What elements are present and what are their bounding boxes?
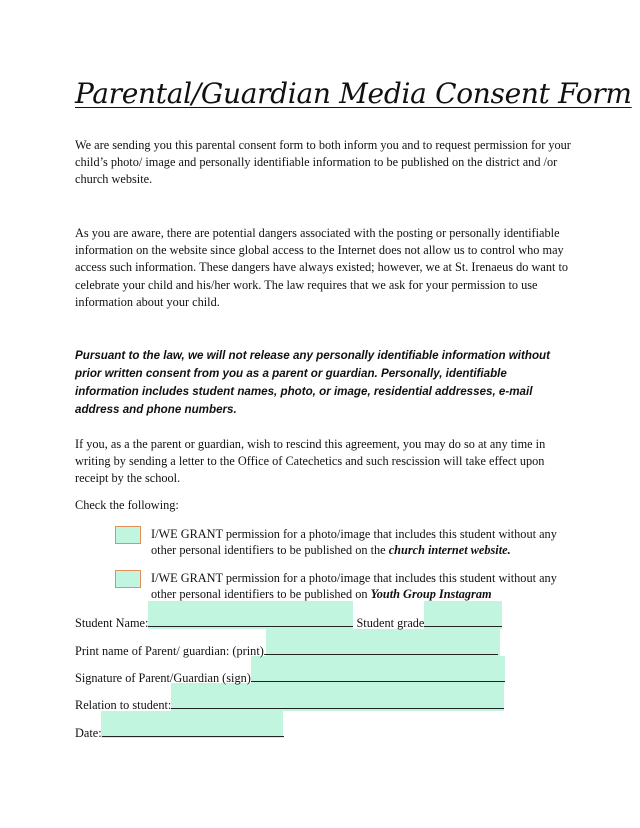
student-grade-label: Student grade	[356, 616, 425, 630]
youth-instagram-option	[151, 570, 571, 602]
rescind-paragraph: If you, as a the parent or guardian, wish to rescind this agreement, you may do so at any time in writing by sending a letter to the Office of Catechetics and such rescission will take effect upon receipt by the school.	[75, 437, 546, 486]
parent-print-row	[75, 642, 498, 659]
student-name-label: Student Name:	[75, 616, 149, 630]
signature-row	[75, 669, 505, 686]
dangers-paragraph: As you are aware, there are potential dangers associated with the posting or personally identifiable information on the website since global access to the Internet does not allow us to control who may access such information. These dangers have always existed; however, we at St. Irenaeus do want to celebrate your child and his/her work. The law requires that we ask for your permission to use information about your child.	[75, 226, 569, 309]
student-grade-line	[424, 614, 502, 627]
youth-instagram-checkbox[interactable]	[115, 570, 141, 588]
date-label: Date:	[75, 726, 102, 740]
student-name-line	[148, 614, 353, 627]
parent-print-line	[264, 642, 498, 655]
church-website-option	[151, 526, 571, 558]
option-emphasis: church internet website.	[388, 543, 511, 557]
church-website-checkbox[interactable]	[115, 526, 141, 544]
date-row	[75, 724, 284, 741]
relation-row	[75, 696, 504, 713]
option-emphasis: Youth Group Instagram	[370, 587, 492, 601]
student-name-row	[75, 614, 502, 631]
date-line	[102, 724, 284, 737]
signature-line	[251, 669, 505, 682]
parent-print-label: Print name of Parent/ guardian: (print)	[75, 644, 264, 658]
intro-paragraph: We are sending you this parental consent form to both inform you and to request permission for your child’s photo/ image and personally identifiable information to be published on the district and /or church website.	[75, 138, 571, 187]
law-paragraph: Pursuant to the law, we will not release any personally identifiable information without prior written consent from you as a parent or guardian. Personally, identifiable information includes student names, photo, or image, residential addresses, e-mail address and phone numbers.	[75, 349, 550, 416]
signature-label: Signature of Parent/Guardian (sign)	[75, 671, 251, 685]
option-text: I/WE GRANT permission for a photo/image that includes this student without any other personal identifiers to be published on the	[151, 527, 557, 557]
relation-label: Relation to student:	[75, 698, 172, 712]
page-title: Parental/Guardian Media Consent Form	[75, 77, 632, 110]
check-label: Check the following:	[75, 498, 179, 512]
relation-line	[171, 696, 504, 709]
option-text: I/WE GRANT permission for a photo/image that includes this student without any other personal identifiers to be published on	[151, 571, 557, 601]
